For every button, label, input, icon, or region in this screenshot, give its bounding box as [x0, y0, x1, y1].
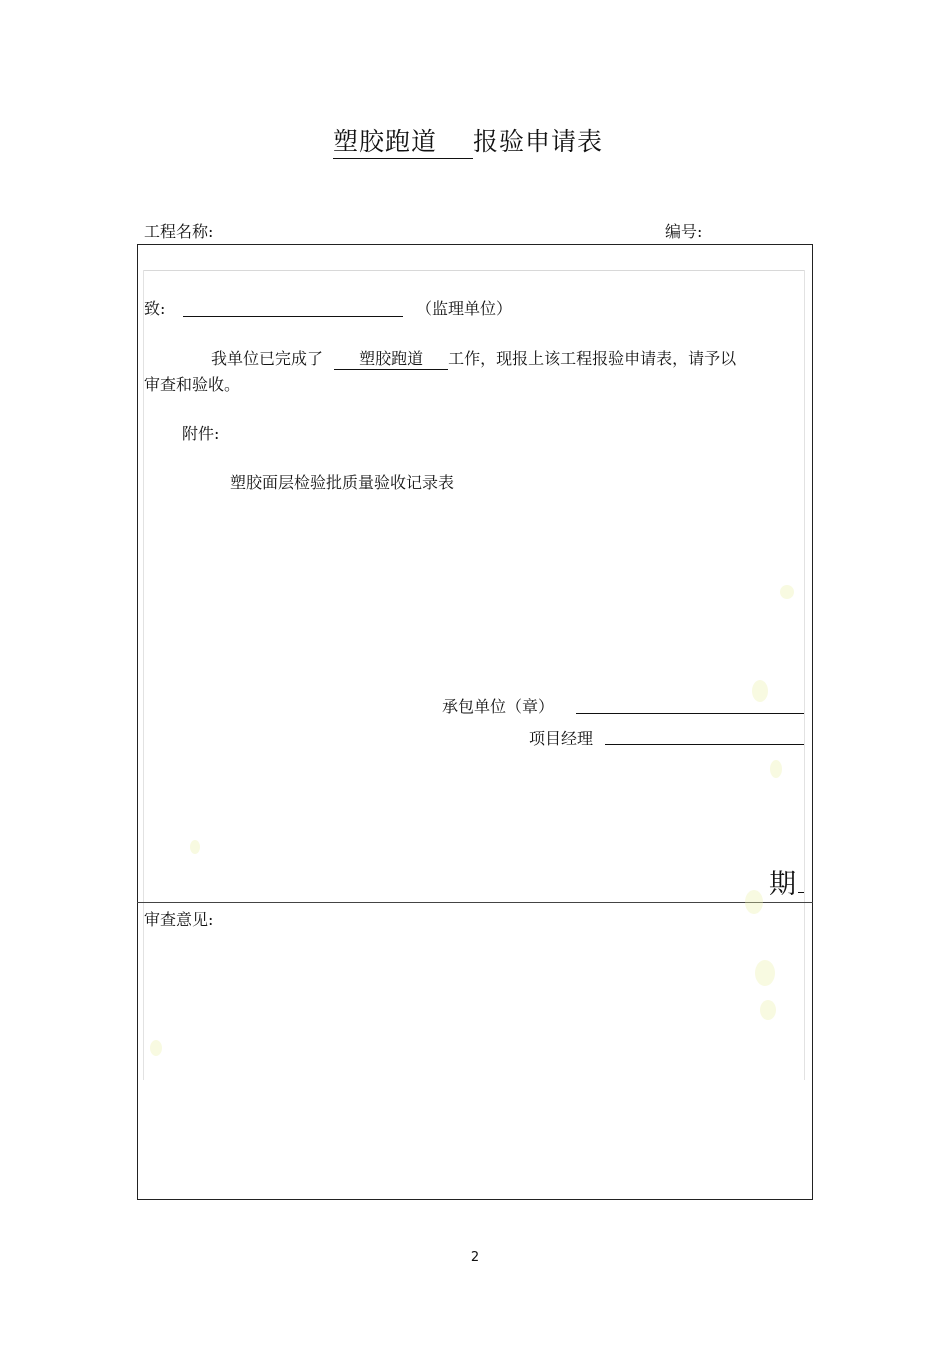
scan-speck [760, 1000, 776, 1020]
attachments-label: 附件: [182, 424, 220, 443]
scan-speck [745, 890, 763, 914]
section-divider [137, 902, 813, 903]
scan-speck [780, 585, 794, 599]
inner-frame-top [143, 270, 804, 271]
contractor-label: 承包单位（章） [442, 697, 555, 716]
project-name-label: 工程名称: [144, 222, 214, 241]
title-form-name: 报验申请表 [473, 127, 604, 156]
attachment-item: 塑胶面层检验批质量验收记录表 [230, 473, 455, 492]
supervisor-unit-line [183, 316, 403, 317]
scan-speck [752, 680, 768, 702]
to-label: 致: [144, 299, 166, 318]
application-body-line2: 审查和验收。 [144, 375, 241, 394]
date-fragment: 期 [769, 869, 796, 900]
contractor-signature-line [576, 713, 804, 714]
page-number: 2 [470, 1250, 480, 1265]
scan-speck [150, 1040, 162, 1056]
title-project-name: 塑胶跑道 [333, 122, 473, 159]
work-name: 塑胶跑道 [334, 346, 448, 370]
review-opinion-label: 审查意见: [144, 910, 214, 929]
application-body-line1 [211, 346, 736, 370]
project-manager-label: 项目经理 [529, 729, 594, 748]
date-underline [798, 892, 804, 893]
scan-speck [190, 840, 200, 854]
number-label: 编号: [665, 222, 703, 241]
scan-speck [755, 960, 775, 986]
body-prefix: 我单位已完成了 [211, 349, 324, 368]
body-suffix: 工作，现报上该工程报验申请表，请予以 [448, 349, 737, 368]
scan-speck [770, 760, 782, 778]
inner-frame-right [804, 270, 805, 1080]
supervisor-unit-label: （监理单位） [416, 299, 513, 318]
project-manager-signature-line [605, 744, 804, 745]
